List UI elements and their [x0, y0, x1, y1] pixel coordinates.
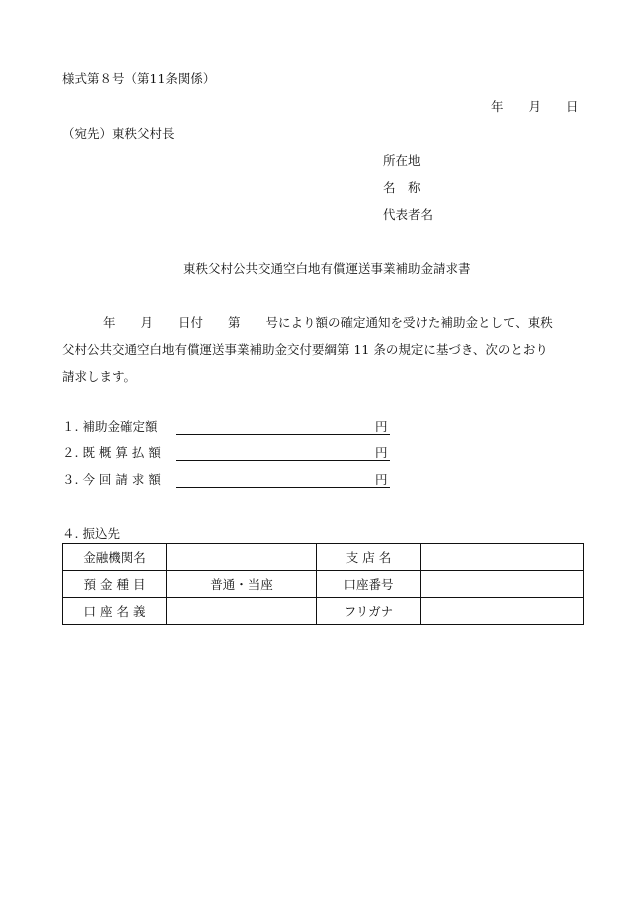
representative-label: 代表者名	[383, 207, 434, 222]
determined-amount-label: １. 補助金確定額	[62, 419, 158, 434]
branch-name-label: 支 店 名	[317, 544, 421, 571]
account-type-label: 預 金 種 目	[63, 571, 167, 598]
table-row	[63, 598, 584, 625]
table-row	[63, 544, 584, 571]
furigana-field[interactable]	[421, 598, 584, 625]
document-title: 東秩父村公共交通空白地有償運送事業補助金請求書	[183, 261, 471, 276]
prepaid-amount-blank[interactable]	[176, 460, 390, 461]
form-number: 様式第８号（第11条関係）	[62, 71, 216, 86]
prepaid-amount-unit: 円	[375, 445, 388, 460]
transfer-heading: ４. 振込先	[62, 526, 120, 541]
account-type-field[interactable]: 普通・当座	[167, 571, 317, 598]
requested-amount-label: ３. 今 回 請 求 額	[62, 472, 161, 487]
body-line-1: 年 月 日付 第 号により額の確定通知を受けた補助金として、東秩	[103, 315, 553, 330]
transfer-table	[62, 543, 584, 625]
account-holder-label: 口 座 名 義	[63, 598, 167, 625]
table-row	[63, 571, 584, 598]
determined-amount-unit: 円	[375, 419, 388, 434]
account-number-field[interactable]	[421, 571, 584, 598]
requested-amount-blank[interactable]	[176, 487, 390, 488]
body-line-2: 父村公共交通空白地有償運送事業補助金交付要綱第 11 条の規定に基づき、次のとおり	[62, 342, 548, 357]
branch-name-field[interactable]	[421, 544, 584, 571]
submission-date: 年 月 日	[491, 99, 579, 114]
address-label: 所在地	[383, 153, 421, 168]
account-holder-field[interactable]	[167, 598, 317, 625]
determined-amount-blank[interactable]	[176, 434, 390, 435]
bank-name-label: 金融機関名	[63, 544, 167, 571]
organization-name-label: 名 称	[383, 180, 421, 195]
addressee: （宛先）東秩父村長	[62, 126, 175, 141]
requested-amount-unit: 円	[375, 472, 388, 487]
account-number-label: 口座番号	[317, 571, 421, 598]
prepaid-amount-label: ２. 既 概 算 払 額	[62, 445, 161, 460]
body-line-3: 請求します。	[62, 369, 137, 384]
bank-name-field[interactable]	[167, 544, 317, 571]
furigana-label: フリガナ	[317, 598, 421, 625]
